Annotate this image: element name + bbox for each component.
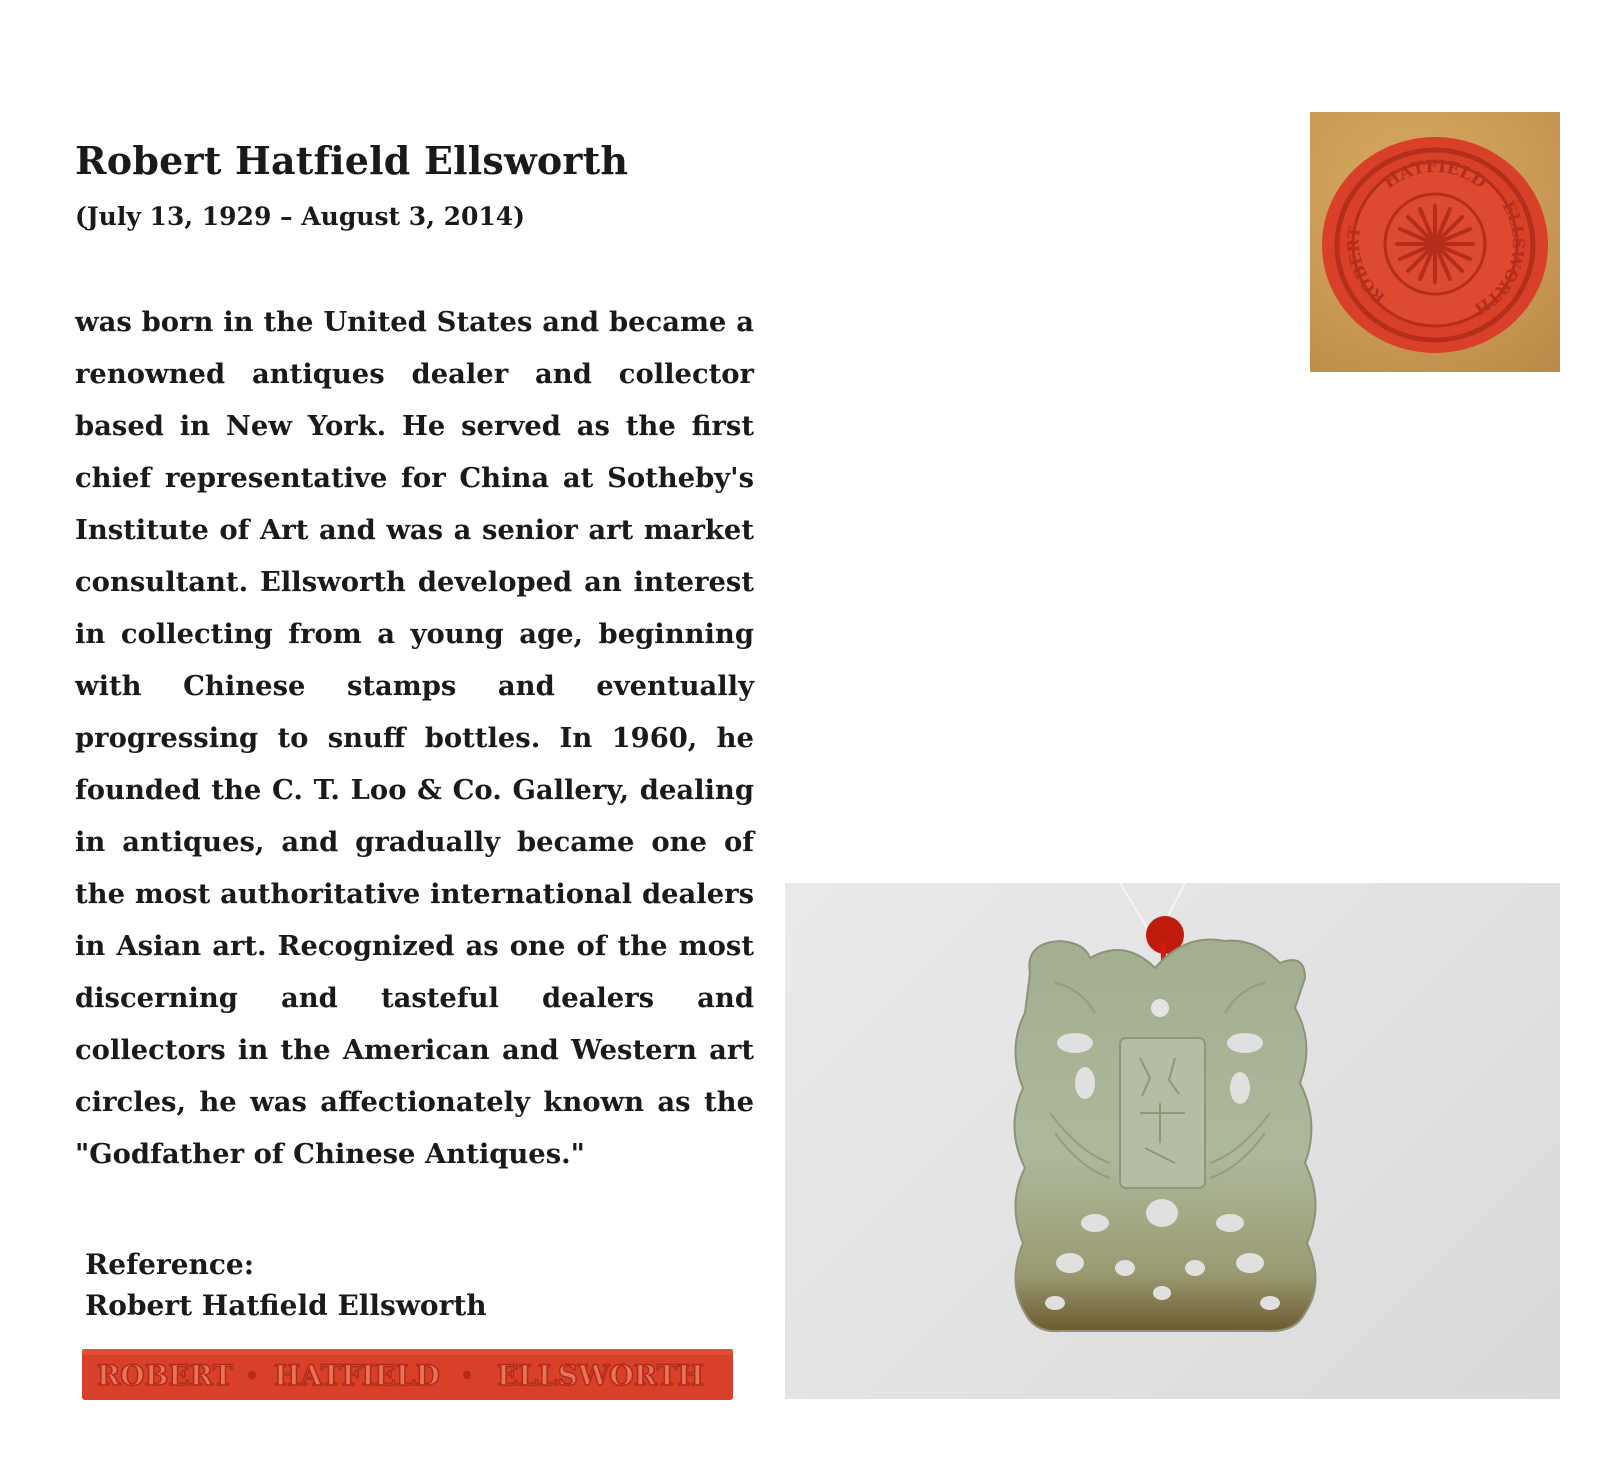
seal-text-right: ELLSWORTH <box>1471 197 1528 319</box>
round-wax-seal-photo <box>1310 112 1560 372</box>
biography-text: was born in the United States and became a renowned antiques dealer and collector based in New York. He served as the first chief representative for China at Sotheby's Institute of Art and was a senior art market consultant. Ellsworth developed an interest in collecting from a young age, beginning with Chinese stamps and eventually progressing to snuff bottles. In 1960, he founded the C. T. Loo & Co. Gallery, dealing in antiques, and gradually became one of the most authoritative international dealers in Asian art. Recognized as one of the most discerning and tasteful dealers and collectors in the American and Western art circles, he was affectionately known as the "Godfather of Chinese Antiques." <box>75 306 754 1170</box>
seal-text-left: ROBERT <box>1343 225 1389 308</box>
jade-pendant-photo <box>785 883 1560 1399</box>
strip-wax-seal <box>82 1347 733 1402</box>
strip-seal-word-2: HATFIELD <box>274 1359 440 1392</box>
reference-name: Robert Hatfield Ellsworth <box>85 1289 487 1322</box>
life-dates: (July 13, 1929 – August 3, 2014) <box>75 202 526 231</box>
reference-label: Reference: <box>85 1248 255 1281</box>
reference-block <box>85 1244 487 1326</box>
strip-seal-word-1: ROBERT <box>97 1359 234 1392</box>
seal-text-top: HATFIELD <box>1380 156 1491 194</box>
strip-seal-word-3: ELLSWORTH <box>497 1359 704 1392</box>
page-title: Robert Hatfield Ellsworth <box>75 138 629 183</box>
